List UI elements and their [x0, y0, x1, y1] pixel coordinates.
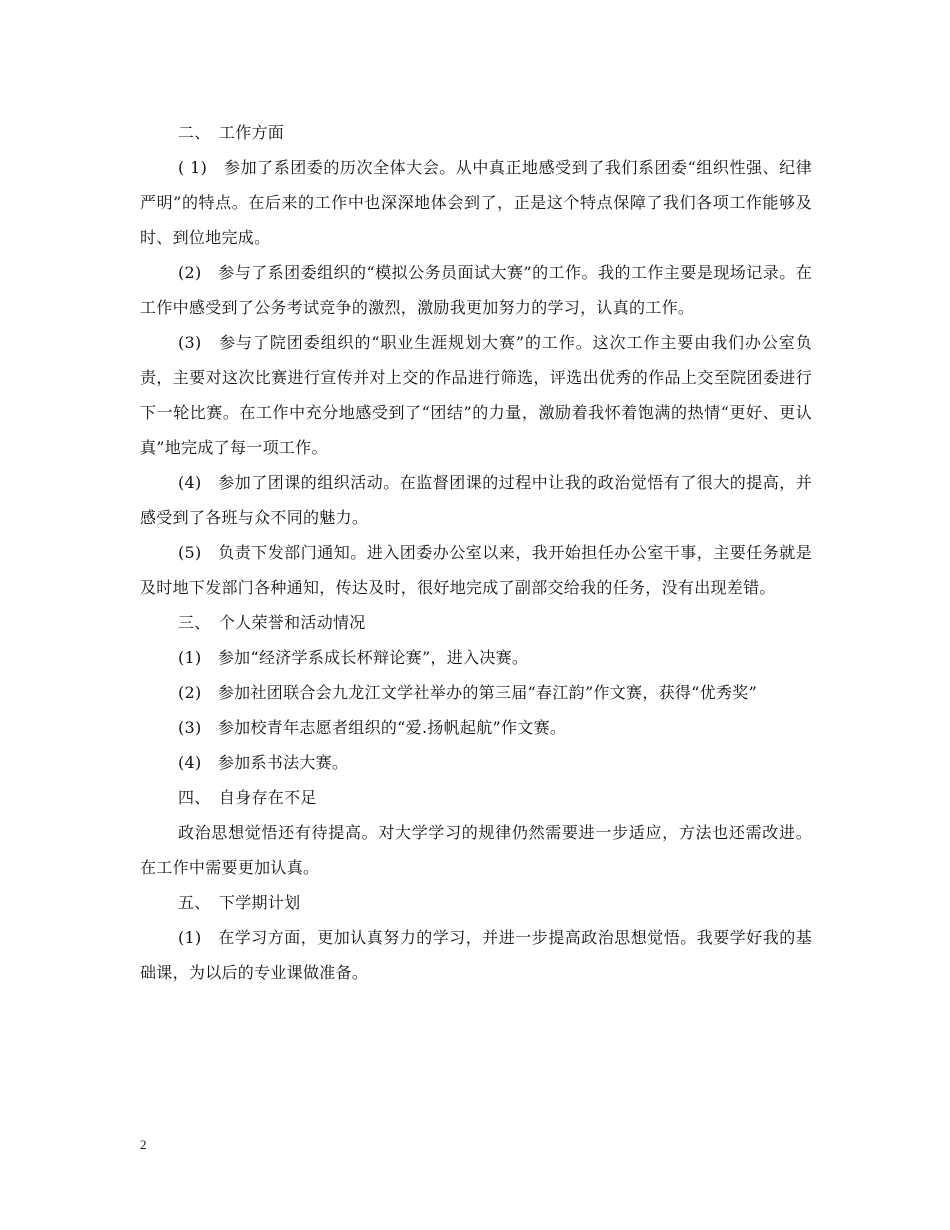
paragraph-work-item-2: (2) 参与了系团委组织的“模拟公务员面试大赛”的工作。我的工作主要是现场记录。在工作中感受到了公务考试竞争的激烈，激励我更加努力的学习，认真的工作。 [140, 263, 812, 317]
paragraph-work-item-5: (5) 负责下发部门通知。进入团委办公室以来，我开始担任办公室干事，主要任务就是及时地下发部门各种通知，传达及时，很好地完成了副部交给我的任务，没有出现差错。 [140, 543, 812, 597]
document-body [140, 115, 812, 990]
paragraph-honor-item-1: (1) 参加“经济学系成长杯辩论赛”，进入决赛。 [178, 648, 529, 667]
section-heading-honors: 三、 个人荣誉和活动情况 [178, 613, 366, 632]
paragraph-work-item-3: (3) 参与了院团委组织的“职业生涯规划大赛”的工作。这次工作主要由我们办公室负责，主要对这次比赛进行宣传并对上交的作品进行筛选，评选出优秀的作品上交至院团委进行下一轮比赛。在工作中充分地感受到了“团结”的力量，激励着我怀着饱满的热情“更好、更认真”地完成了每一项工作。 [140, 333, 812, 457]
section-heading-next-term-plan: 五、 下学期计划 [178, 893, 301, 912]
page-number: 2 [140, 1137, 147, 1152]
paragraph-honor-item-4: (4) 参加系书法大赛。 [178, 753, 349, 772]
paragraph-honor-item-3: (3) 参加校青年志愿者组织的“爱.扬帆起航”作文赛。 [178, 718, 567, 737]
section-heading-work: 二、 工作方面 [178, 123, 285, 142]
paragraph-work-item-1: ( 1) 参加了系团委的历次全体大会。从中真正地感受到了我们系团委“组织性强、纪律严明”的特点。在后来的工作中也深深地体会到了，正是这个特点保障了我们各项工作能够及时、到位地完成。 [140, 158, 812, 247]
paragraph-shortcomings: 政治思想觉悟还有待提高。对大学学习的规律仍然需要进一步适应，方法也还需改进。在工作中需要更加认真。 [140, 823, 812, 877]
paragraph-work-item-4: (4) 参加了团课的组织活动。在监督团课的过程中让我的政治觉悟有了很大的提高，并感受到了各班与众不同的魅力。 [140, 473, 812, 527]
paragraph-plan-item-1: (1) 在学习方面，更加认真努力的学习，并进一步提高政治思想觉悟。我要学好我的基础课，为以后的专业课做准备。 [140, 928, 812, 982]
section-heading-shortcomings: 四、 自身存在不足 [178, 788, 317, 807]
paragraph-honor-item-2: (2) 参加社团联合会九龙江文学社举办的第三届“春江韵”作文赛，获得“优秀奖” [178, 683, 758, 702]
